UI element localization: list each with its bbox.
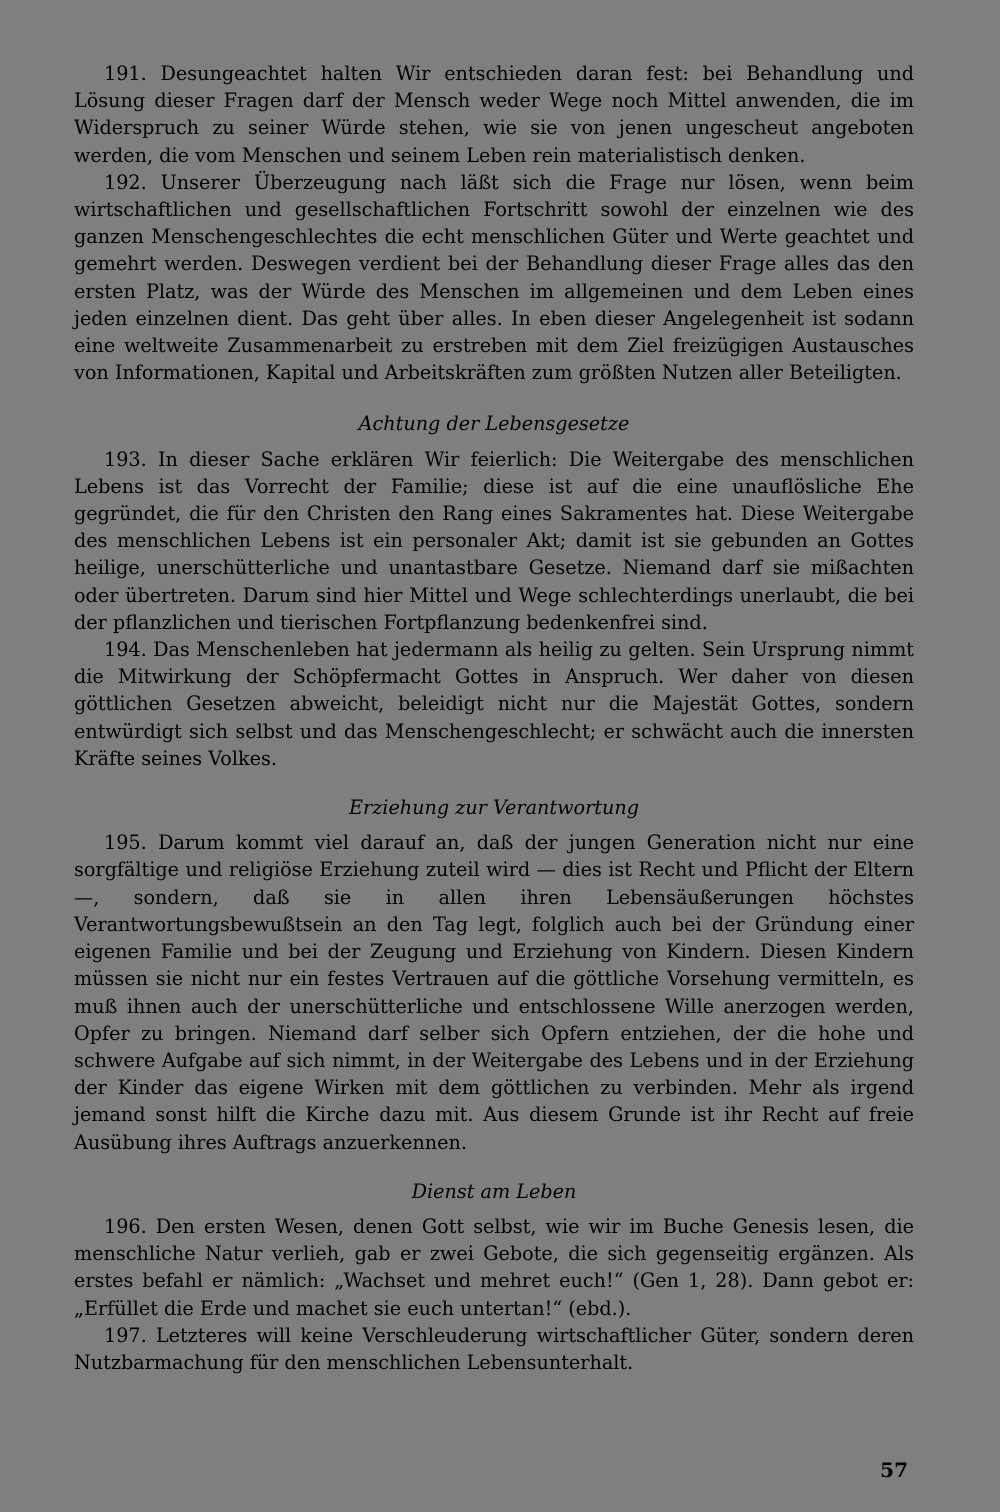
- paragraph-191: 191. Desungeachtet halten Wir entschieden daran fest: bei Behandlung und Lösung dieser Fragen darf der Mensch weder Wege noch Mittel anwenden, die im Widerspruch zu seiner Würde stehen, wie sie von jenen ungescheut angeboten werden, die vom Menschen und seinem Leben rein materialistisch denken.: [74, 62, 914, 167]
- paragraph-192: 192. Unserer Überzeugung nach läßt sich die Frage nur lösen, wenn beim wirtschaftlichen und gesellschaftlichen Fortschritt sowohl der einzelnen wie des ganzen Menschengeschlechtes die echt menschlichen Güter und Werte geachtet und gemehrt werden. Deswegen verdient bei der Behandlung dieser Frage alles das den ersten Platz, was der Würde des Menschen im allgemeinen und dem Leben eines jeden einzelnen dient. Das geht über alles. In eben dieser Angelegenheit ist sodann eine weltweite Zusammenarbeit zu erstreben mit dem Ziel freizügigen Austausches von Informationen, Kapital und Arbeitskräften zum größten Nutzen aller Beteiligten.: [74, 170, 914, 385]
- page-number: 57: [880, 1458, 908, 1482]
- section-heading-dienst-am-leben: Dienst am Leben: [411, 1179, 577, 1203]
- section-heading-verantwortung: Erziehung zur Verantwortung: [349, 796, 639, 820]
- paragraph-195: 195. Darum kommt viel darauf an, daß der jungen Generation nicht nur eine sorgfältige und religiöse Erziehung zuteil wird — dies ist Recht und Pflicht der Eltern —, sondern, daß sie in allen ihren Lebensäußerungen höchstes Verantwortungsbewußtsein an den Tag legt, folglich auch bei der Gründung einer eigenen Familie und bei der Zeugung und Erziehung von Kindern. Diesen Kindern müssen sie nicht nur ein festes Vertrauen auf die göttliche Vorsehung vermitteln, es muß ihnen auch der unerschütterliche und entschlossene Wille anerzogen werden, Opfer zu bringen. Niemand darf selber sich Opfern entziehen, der die hohe und schwere Aufgabe auf sich nimmt, in der Weitergabe des Lebens und in der Erziehung der Kinder das eigene Wirken mit dem göttlichen zu verbinden. Mehr als irgend jemand sonst hilft die Kirche dazu mit. Aus diesem Grunde ist ihr Recht auf freie Ausübung ihres Auftrags anzuerkennen.: [74, 831, 914, 1154]
- paragraph-194: 194. Das Menschenleben hat jedermann als heilig zu gelten. Sein Ursprung nimmt die Mitwirkung der Schöpfermacht Gottes in Anspruch. Wer daher von diesen göttlichen Gesetzen abweicht, beleidigt nicht nur die Majestät Gottes, sondern entwürdigt sich selbst und das Menschengeschlecht; er schwächt auch die innersten Kräfte seines Volkes.: [74, 638, 914, 770]
- paragraph-196: 196. Den ersten Wesen, denen Gott selbst, wie wir im Buche Genesis lesen, die menschliche Natur verlieh, gab er zwei Gebote, die sich gegenseitig ergänzen. Als erstes befahl er nämlich: „Wachset und mehret euch!“ (Gen 1, 28). Dann gebot er: „Erfüllet die Erde und machet sie euch untertan!“ (ebd.).: [74, 1214, 914, 1320]
- text-column: [74, 60, 914, 1376]
- section-heading-lebensgesetze: Achtung der Lebensgesetze: [358, 412, 630, 436]
- paragraph-197: 197. Letzteres will keine Verschleuderung wirtschaftlicher Güter, sondern deren Nutzbarmachung für den menschlichen Lebensunterhalt.: [74, 1323, 914, 1374]
- paragraph-193: 193. In dieser Sache erklären Wir feierlich: Die Weitergabe des menschlichen Lebens ist das Vorrecht der Familie; diese ist auf die eine unauflösliche Ehe gegründet, die für den Christen den Rang eines Sakramentes hat. Diese Weitergabe des menschlichen Lebens ist ein personaler Akt; damit ist sie gebunden an Gottes heilige, unerschütterliche und unantastbare Gesetze. Niemand darf sie mißachten oder übertreten. Darum sind hier Mittel und Wege schlechterdings unerlaubt, die bei der pflanzlichen und tierischen Fortpflanzung bedenkenfrei sind.: [74, 447, 914, 634]
